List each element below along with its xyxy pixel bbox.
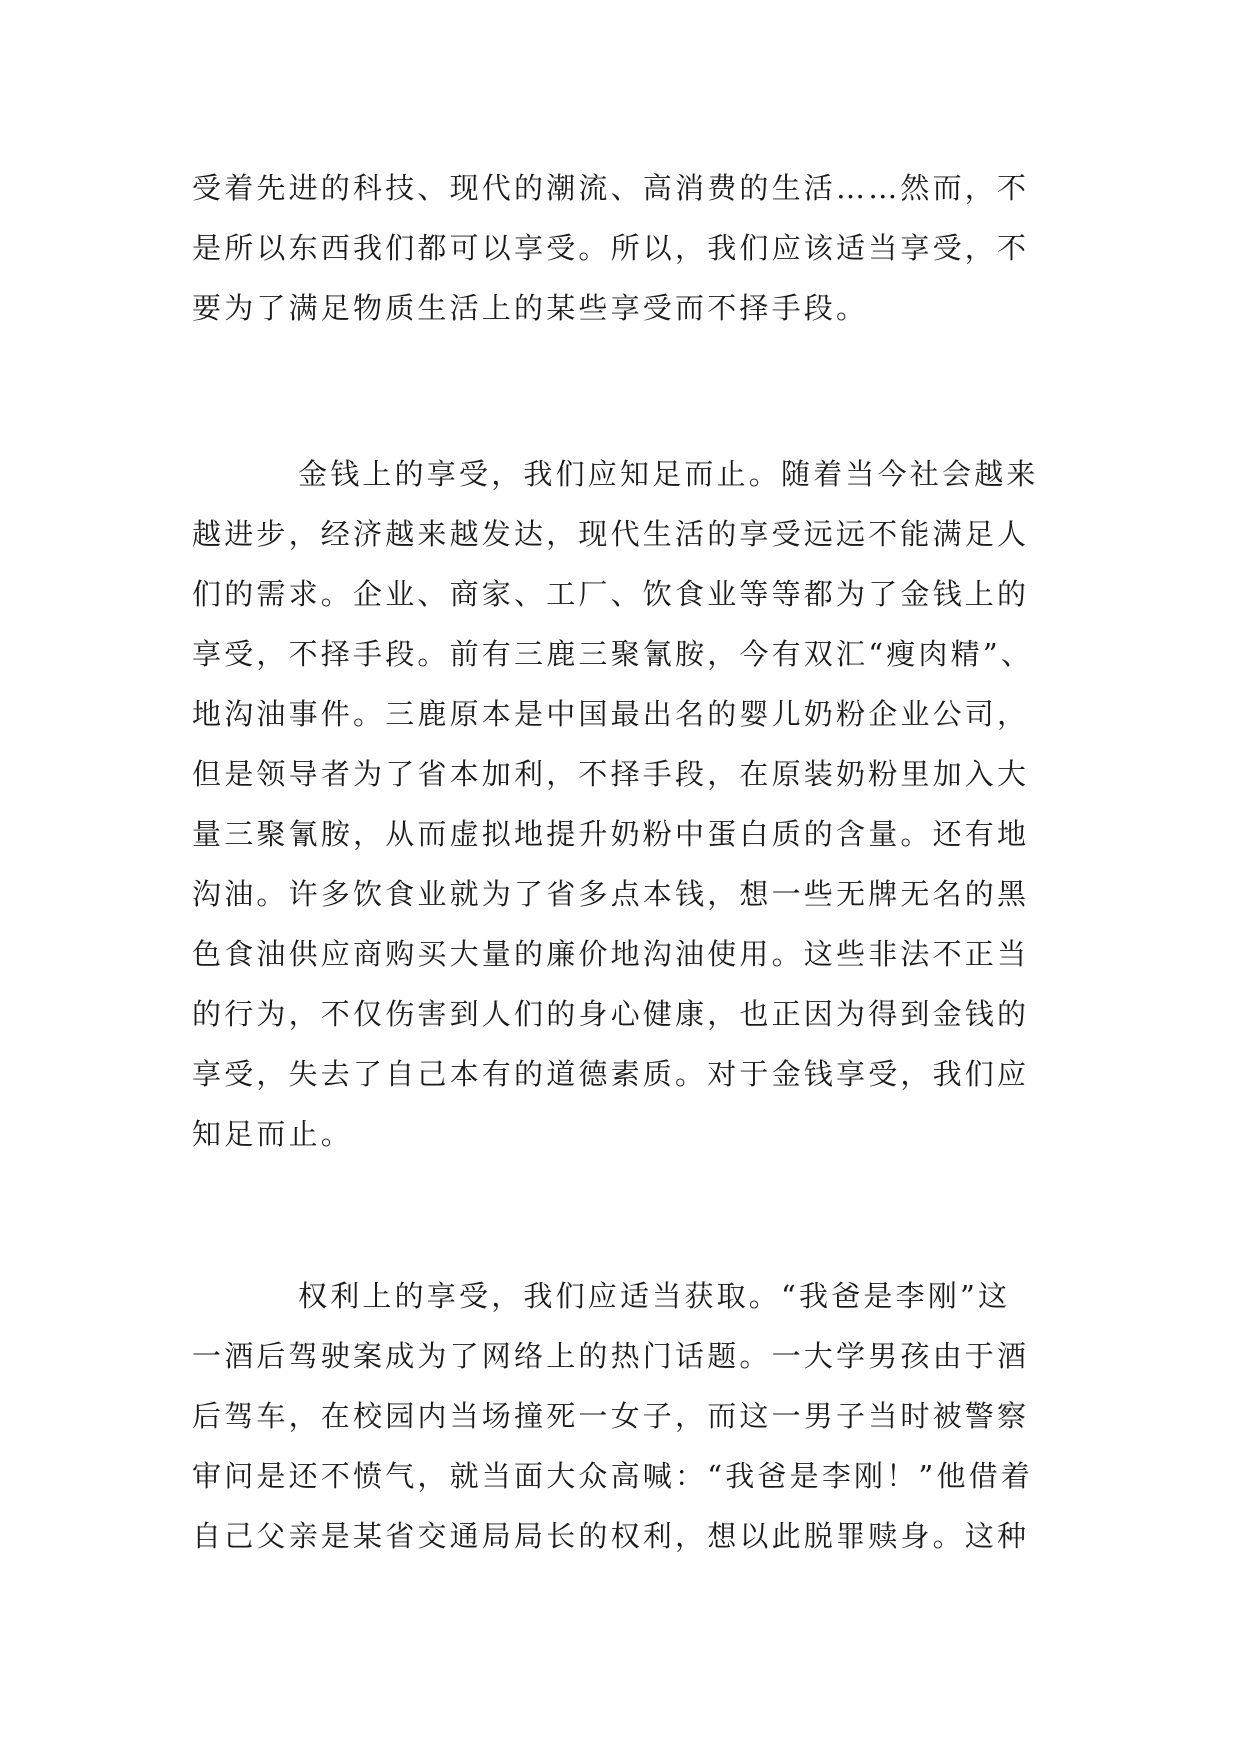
text-line: 后驾车，在校园内当场撞死一女子，而这一男子当时被警察 bbox=[192, 1399, 1030, 1433]
paragraph-money-enjoyment bbox=[192, 444, 1072, 1164]
text-line: 是所以东西我们都可以享受。所以，我们应该适当享受，不 bbox=[192, 231, 1030, 265]
text-line: 一酒后驾驶案成为了网络上的热门话题。一大学男孩由于酒 bbox=[192, 1339, 1030, 1373]
text-line: 量三聚氰胺，从而虚拟地提升奶粉中蛋白质的含量。还有地 bbox=[192, 817, 1030, 851]
text-line: 地沟油事件。三鹿原本是中国最出名的婴儿奶粉企业公司， bbox=[192, 697, 1030, 731]
text-line: 色食油供应商购买大量的廉价地沟油使用。这些非法不正当 bbox=[192, 937, 1030, 971]
text-line: 金钱上的享受，我们应知足而止。随着当今社会越来 bbox=[298, 457, 1039, 491]
paragraph-power-enjoyment bbox=[192, 1266, 1072, 1566]
text-line: 但是领导者为了省本加利，不择手段，在原装奶粉里加入大 bbox=[192, 757, 1030, 791]
text-line: 沟油。许多饮食业就为了省多点本钱，想一些无牌无名的黑 bbox=[192, 877, 1030, 911]
text-line: 要为了满足物质生活上的某些享受而不择手段。 bbox=[192, 291, 869, 325]
text-line: 受着先进的科技、现代的潮流、高消费的生活……然而，不 bbox=[192, 171, 1030, 205]
text-line: 享受，不择手段。前有三鹿三聚氰胺，今有双汇“瘦肉精”、 bbox=[192, 637, 1034, 671]
text-line: 权利上的享受，我们应适当获取。“我爸是李刚”这 bbox=[298, 1279, 1011, 1313]
text-line: 们的需求。企业、商家、工厂、饮食业等等都为了金钱上的 bbox=[192, 577, 1030, 611]
text-line: 审问是还不愤气，就当面大众高喊：“我爸是李刚！”他借着 bbox=[192, 1459, 1034, 1493]
text-line: 越进步，经济越来越发达，现代生活的享受远远不能满足人 bbox=[192, 517, 1030, 551]
paragraph-material-enjoyment bbox=[192, 158, 1072, 338]
text-line: 的行为，不仅伤害到人们的身心健康，也正因为得到金钱的 bbox=[192, 997, 1030, 1031]
text-line: 知足而止。 bbox=[192, 1117, 354, 1151]
text-line: 自己父亲是某省交通局局长的权利，想以此脱罪赎身。这种 bbox=[192, 1519, 1030, 1553]
text-line: 享受，失去了自己本有的道德素质。对于金钱享受，我们应 bbox=[192, 1057, 1030, 1091]
